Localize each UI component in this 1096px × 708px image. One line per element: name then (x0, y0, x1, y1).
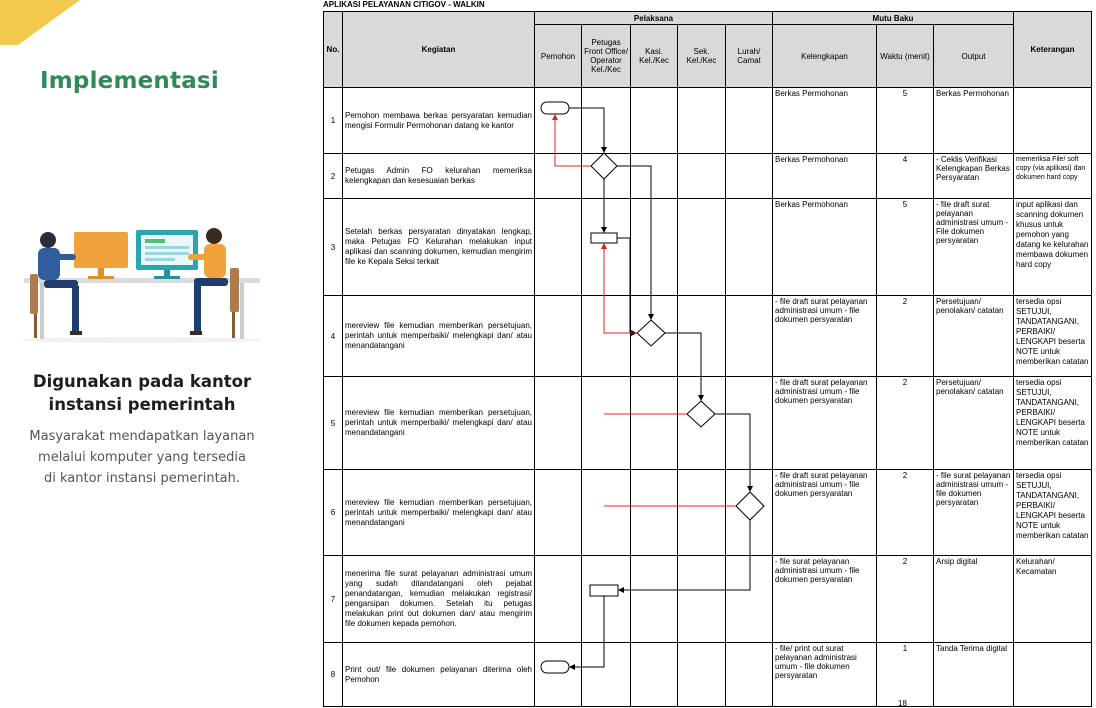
row-waktu: 5 (877, 199, 934, 296)
caption-title (0, 370, 284, 416)
header-kasi: Kasi. Kel./Kec (631, 25, 678, 88)
row-output: - Ceklis Verifikasi Kelengkapan Berkas Persyaratan (934, 154, 1014, 199)
row-output: Arsip digital (934, 556, 1014, 643)
row-kegiatan: menerima file surat pelayanan administrasi umum yang sudah ditandatangani oleh pejabat penandatangan, kemudian melakukan registrasi/ pengarsipan dokumen. Setelah itu petugas melakukan print out dokumen dan/ atau mengirim file dokumen kepada pemohon. (343, 556, 535, 643)
row-no: 3 (324, 199, 343, 296)
header-output: Output (934, 25, 1014, 88)
row-keterangan (1014, 643, 1092, 707)
row-output: Tanda Terima digital (934, 643, 1014, 707)
row-kelengkapan: - file surat pelayanan administrasi umum - file dokumen persyaratan (773, 556, 877, 643)
caption-title-line: instansi pemerintah (48, 395, 236, 414)
row-keterangan: tersedia opsi SETUJUI, TANDATANGANI, PERBAIKI/ LENGKAPI beserta NOTE untuk memberikan catatan (1014, 377, 1092, 470)
row-no: 5 (324, 377, 343, 470)
document-title: APLIKASI PELAYANAN CITIGOV - WALKIN (323, 0, 485, 9)
row-keterangan (1014, 88, 1092, 154)
row-waktu: 4 (877, 154, 934, 199)
row-no: 2 (324, 154, 343, 199)
table-row (324, 154, 1092, 199)
row-kelengkapan: Berkas Permohonan (773, 88, 877, 154)
row-no: 8 (324, 643, 343, 707)
row-kegiatan: mereview file kemudian memberikan persetujuan, perintah untuk memperbaiki/ melengkapi dan/ atau menandatangani (343, 470, 535, 556)
row-kegiatan: mereview file kemudian memberikan persetujuan, perintah untuk memperbaiki/ melengkapi dan/ atau menandatangani (343, 377, 535, 470)
header-sek: Sek. Kel./Kec (678, 25, 726, 88)
row-waktu: 2 (877, 377, 934, 470)
row-no: 4 (324, 296, 343, 377)
row-kegiatan: mereview file kemudian memberikan persetujuan, perintah untuk memperbaiki/ melengkapi dan/ atau menandatangani (343, 296, 535, 377)
row-kelengkapan: Berkas Permohonan (773, 154, 877, 199)
corner-accent (0, 0, 80, 45)
table-row (324, 377, 1092, 470)
row-output: Berkas Permohonan (934, 88, 1014, 154)
row-no: 1 (324, 88, 343, 154)
row-waktu: 2 (877, 470, 934, 556)
table-row (324, 470, 1092, 556)
row-output: Persetujuan/ penolakan/ catatan (934, 377, 1014, 470)
row-kegiatan: Setelah berkas persyaratan dinyatakan lengkap, maka Petugas FO Kelurahan melakukan input aplikasi dan scanning dokumen, kemudian mengirim file ke Kepala Seksi terkait (343, 199, 535, 296)
row-waktu: 1 (877, 643, 934, 707)
table-row (324, 296, 1092, 377)
caption-body-line: melalui komputer yang tersedia (38, 450, 246, 465)
row-kegiatan: Petugas Admin FO kelurahan memeriksa kelengkapan dan kesesuaian berkas (343, 154, 535, 199)
header-kegiatan: Kegiatan (343, 12, 535, 88)
row-output: Persetujuan/ penolakan/ catatan (934, 296, 1014, 377)
caption-title-line: Digunakan pada kantor (32, 372, 252, 391)
caption-body (0, 426, 284, 489)
table-row (324, 199, 1092, 296)
header-waktu: Waktu (menit) (877, 25, 934, 88)
caption-body-line: Masyarakat mendapatkan layanan (29, 429, 255, 444)
slide-heading: Implementasi (40, 68, 219, 94)
row-keterangan: input aplikasi dan scanning dokumen khusus untuk pemohon yang datang ke kelurahan membawa dokumen hard copy (1014, 199, 1092, 296)
row-keterangan: memeriksa File/ soft copy (via aplikasi) dan dokumen hard copy (1014, 154, 1092, 199)
row-keterangan: tersedia opsi SETUJUI, TANDATANGANI, PERBAIKI/ LENGKAPI beserta NOTE untuk memberikan catatan (1014, 296, 1092, 377)
table-row (324, 556, 1092, 643)
caption-body-line: di kantor instansi pemerintah. (43, 471, 240, 486)
header-pemohon: Pemohon (535, 25, 582, 88)
row-output: - file draft surat pelayanan administrasi umum - File dokumen persyaratan (934, 199, 1014, 296)
header-lurah: Lurah/ Camat (726, 25, 773, 88)
sop-flow-table (323, 11, 1092, 707)
header-mutu-baku: Mutu Baku (773, 12, 1014, 25)
header-no: No. (324, 12, 343, 88)
header-keterangan: Keterangan (1014, 12, 1092, 88)
row-keterangan: tersedia opsi SETUJUI, TANDATANGANI, PERBAIKI/ LENGKAPI beserta NOTE untuk memberikan catatan (1014, 470, 1092, 556)
row-keterangan: Kelurahan/ Kecamatan (1014, 556, 1092, 643)
row-no: 7 (324, 556, 343, 643)
page-number: 18 (898, 699, 907, 708)
row-waktu: 2 (877, 556, 934, 643)
row-kelengkapan: - file/ print out surat pelayanan administrasi umum - file dokumen persyaratan (773, 643, 877, 707)
row-kegiatan: Pemohon membawa berkas persyaratan kemudian mengisi Formulir Permohonan datang ke kantor (343, 88, 535, 154)
row-kelengkapan: - file draft surat pelayanan administrasi umum - file dokumen persyaratan (773, 377, 877, 470)
table-row (324, 643, 1092, 707)
header-petugas-fo: Petugas Front Office/ Operator Kel./Kec (582, 25, 631, 88)
row-kelengkapan: - file draft surat pelayanan administrasi umum - file dokumen persyaratan (773, 470, 877, 556)
table-row (324, 88, 1092, 154)
header-kelengkapan: Kelengkapan (773, 25, 877, 88)
row-waktu: 5 (877, 88, 934, 154)
slide-left-panel (0, 0, 310, 708)
row-no: 6 (324, 470, 343, 556)
row-waktu: 2 (877, 296, 934, 377)
row-output: - file surat pelayanan administrasi umum - file dokumen persyaratan (934, 470, 1014, 556)
office-workers-illustration (18, 214, 266, 344)
row-kegiatan: Print out/ file dokumen pelayanan diterima oleh Pemohon (343, 643, 535, 707)
row-kelengkapan: - file draft surat pelayanan administrasi umum - file dokumen persyaratan (773, 296, 877, 377)
row-kelengkapan: Berkas Permohonan (773, 199, 877, 296)
header-pelaksana: Pelaksana (535, 12, 773, 25)
